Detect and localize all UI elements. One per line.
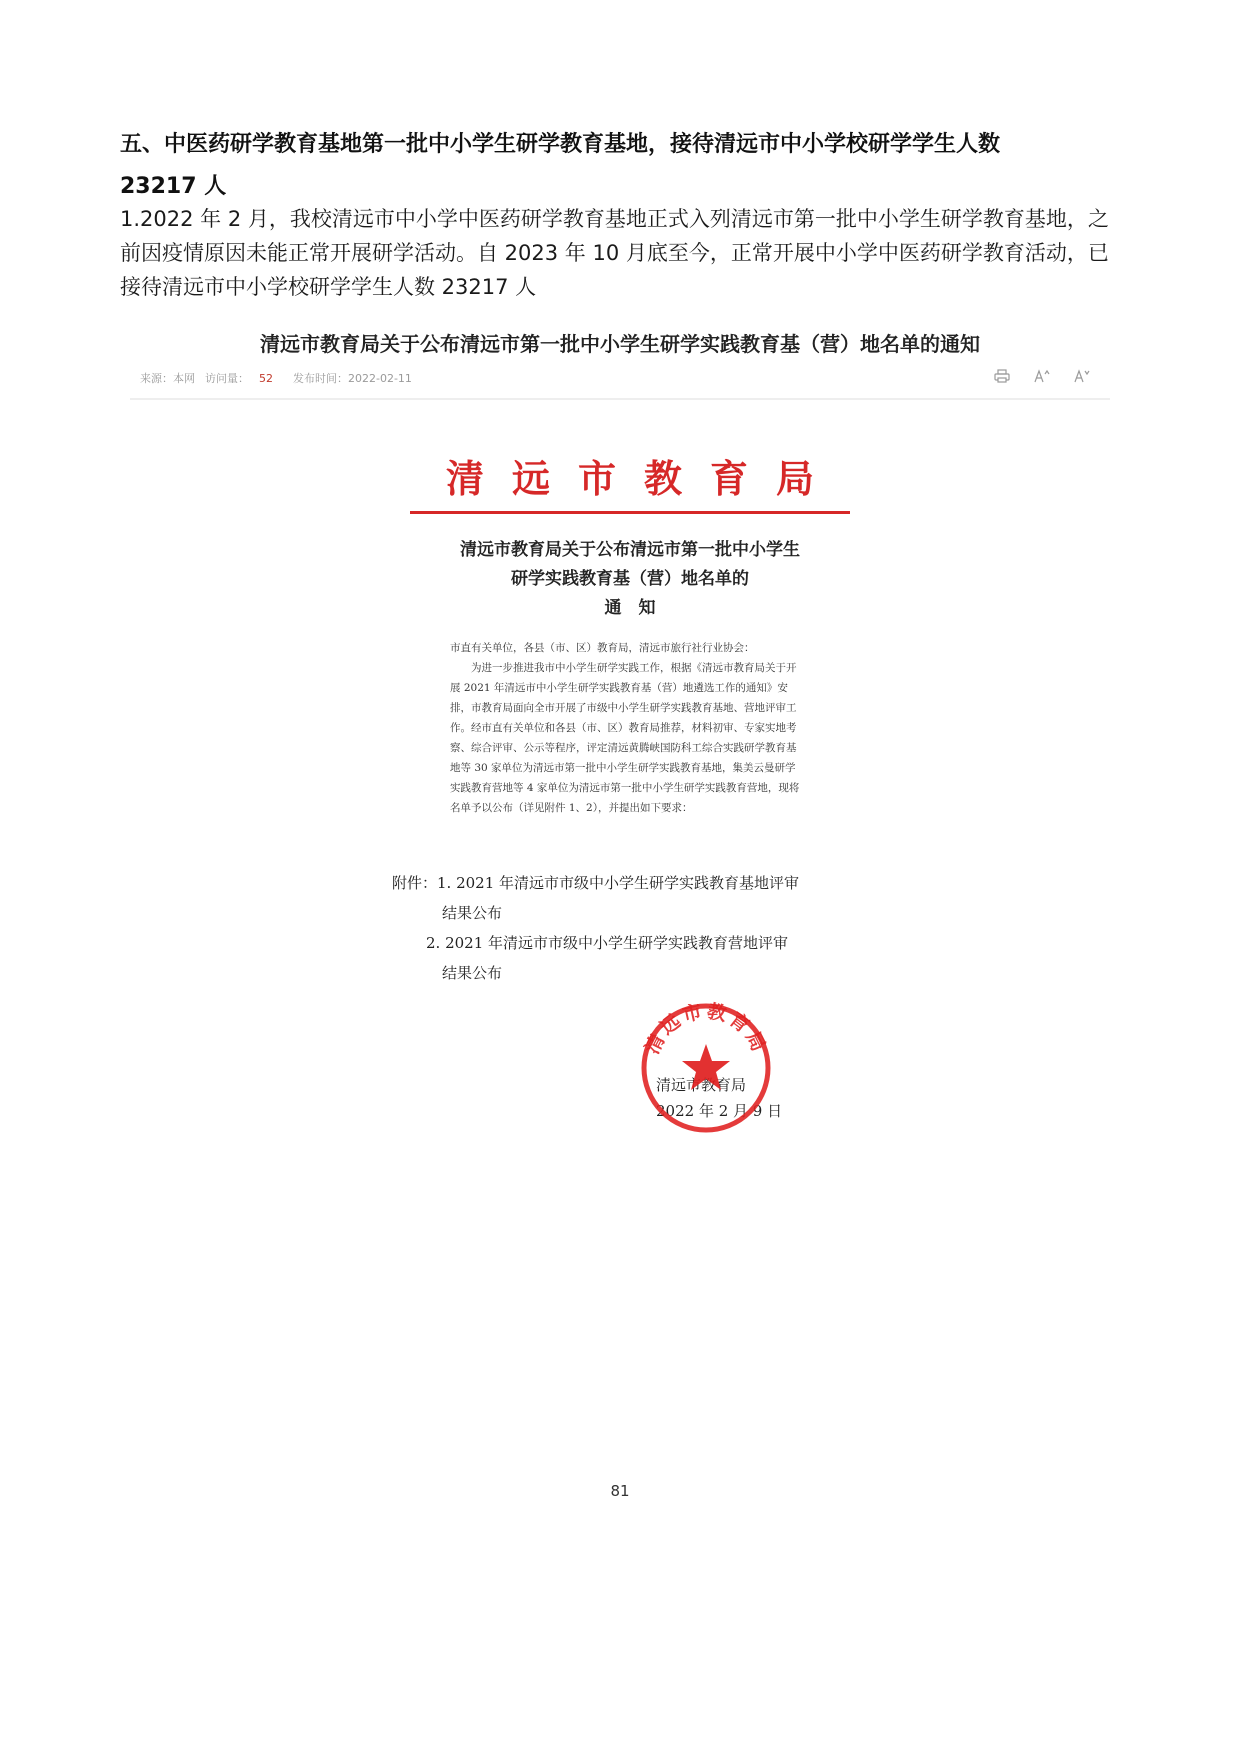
- views-count: 52: [259, 372, 273, 385]
- section-heading-line1: 五、中医药研学教育基地第一批中小学生研学教育基地，接待清远市中小学校研学学生人数: [120, 132, 1001, 157]
- views-label: 访问量：: [205, 372, 249, 385]
- attachment-list: [392, 868, 890, 988]
- signature-date: 2022 年 2 月 9 日: [656, 1102, 783, 1120]
- embedded-screenshot: [120, 318, 1120, 1258]
- article-title: 清远市教育局关于公布清远市第一批中小学生研学实践教育基（营）地名单的通知: [260, 332, 980, 356]
- article-source: 来源：本网: [140, 372, 195, 385]
- section-heading: [120, 124, 1130, 208]
- article-views: [205, 370, 283, 386]
- signature-org: 清远市教育局: [656, 1076, 747, 1094]
- attachment-1: 附件：1. 2021 年清远市市级中小学生研学实践教育基地评审: [392, 874, 800, 892]
- attachment-2: 2. 2021 年清远市市级中小学生研学实践教育营地评审: [426, 934, 789, 952]
- letterhead: 清远市教育局: [445, 456, 842, 501]
- meta-divider: [130, 398, 1110, 400]
- article-tools: [994, 369, 1100, 387]
- font-larger-icon[interactable]: [1034, 369, 1050, 387]
- section-heading-line2: 23217 人: [120, 174, 227, 199]
- page-number: 81: [610, 1482, 630, 1500]
- notice-addressee: 市直有关单位，各县（市、区）教育局，清远市旅行社行业协会：: [450, 642, 755, 654]
- notice-title-line1: 清远市教育局关于公布清远市第一批中小学生: [460, 540, 800, 560]
- font-smaller-icon[interactable]: [1074, 369, 1090, 387]
- attachment-2-cont: 结果公布: [442, 964, 503, 982]
- notice-title-line2: 研学实践教育基（营）地名单的: [511, 569, 749, 589]
- article-meta-bar: [140, 366, 1100, 390]
- seal-star-icon: [682, 1044, 730, 1090]
- attachment-1-cont: 结果公布: [442, 904, 503, 922]
- letterhead-rule: [410, 511, 850, 514]
- print-icon[interactable]: [994, 369, 1010, 387]
- official-seal: [636, 998, 776, 1138]
- notice-title-line3: 通 知: [604, 598, 656, 618]
- article-published: 发布时间：2022-02-11: [293, 372, 412, 385]
- notice-title: [410, 536, 850, 623]
- notice-text: 为进一步推进我市中小学生研学实践工作，根据《清远市教育局关于开展 2021 年清远市中小学生研学实践教育基（营）地遴选工作的通知》安排，市教育局面向全市开展了市级中小学生研学实践教育基地、营地评审工作。经市直有关单位和各县（市、区）教育局推荐，材料初审、专家实地考察、综合评审、公示等程序，评定清远黄腾峡国防科工综合实践研学教育基地等 30 家单位为清远市第一批中小学生研学实践教育基地，集美云曼研学实践教育营地等 4 家单位为清远市第一批中小学生研学实践教育营地，现将名单予以公布（详见附件 1、2），并提出如下要求：: [450, 662, 800, 814]
- body-paragraph: 1.2022 年 2 月，我校清远市中小学中医药研学教育基地正式入列清远市第一批中小学生研学教育基地，之前因疫情原因未能正常开展研学活动。自 2023 年 10 月底至今，正常开展中小学中医药研学教育活动，已接待清远市中小学校研学学生人数 23217 人: [120, 207, 1109, 299]
- seal-text: 清远市教育局: [641, 1000, 771, 1058]
- scanned-notice: [392, 448, 850, 1228]
- notice-body: [450, 638, 800, 818]
